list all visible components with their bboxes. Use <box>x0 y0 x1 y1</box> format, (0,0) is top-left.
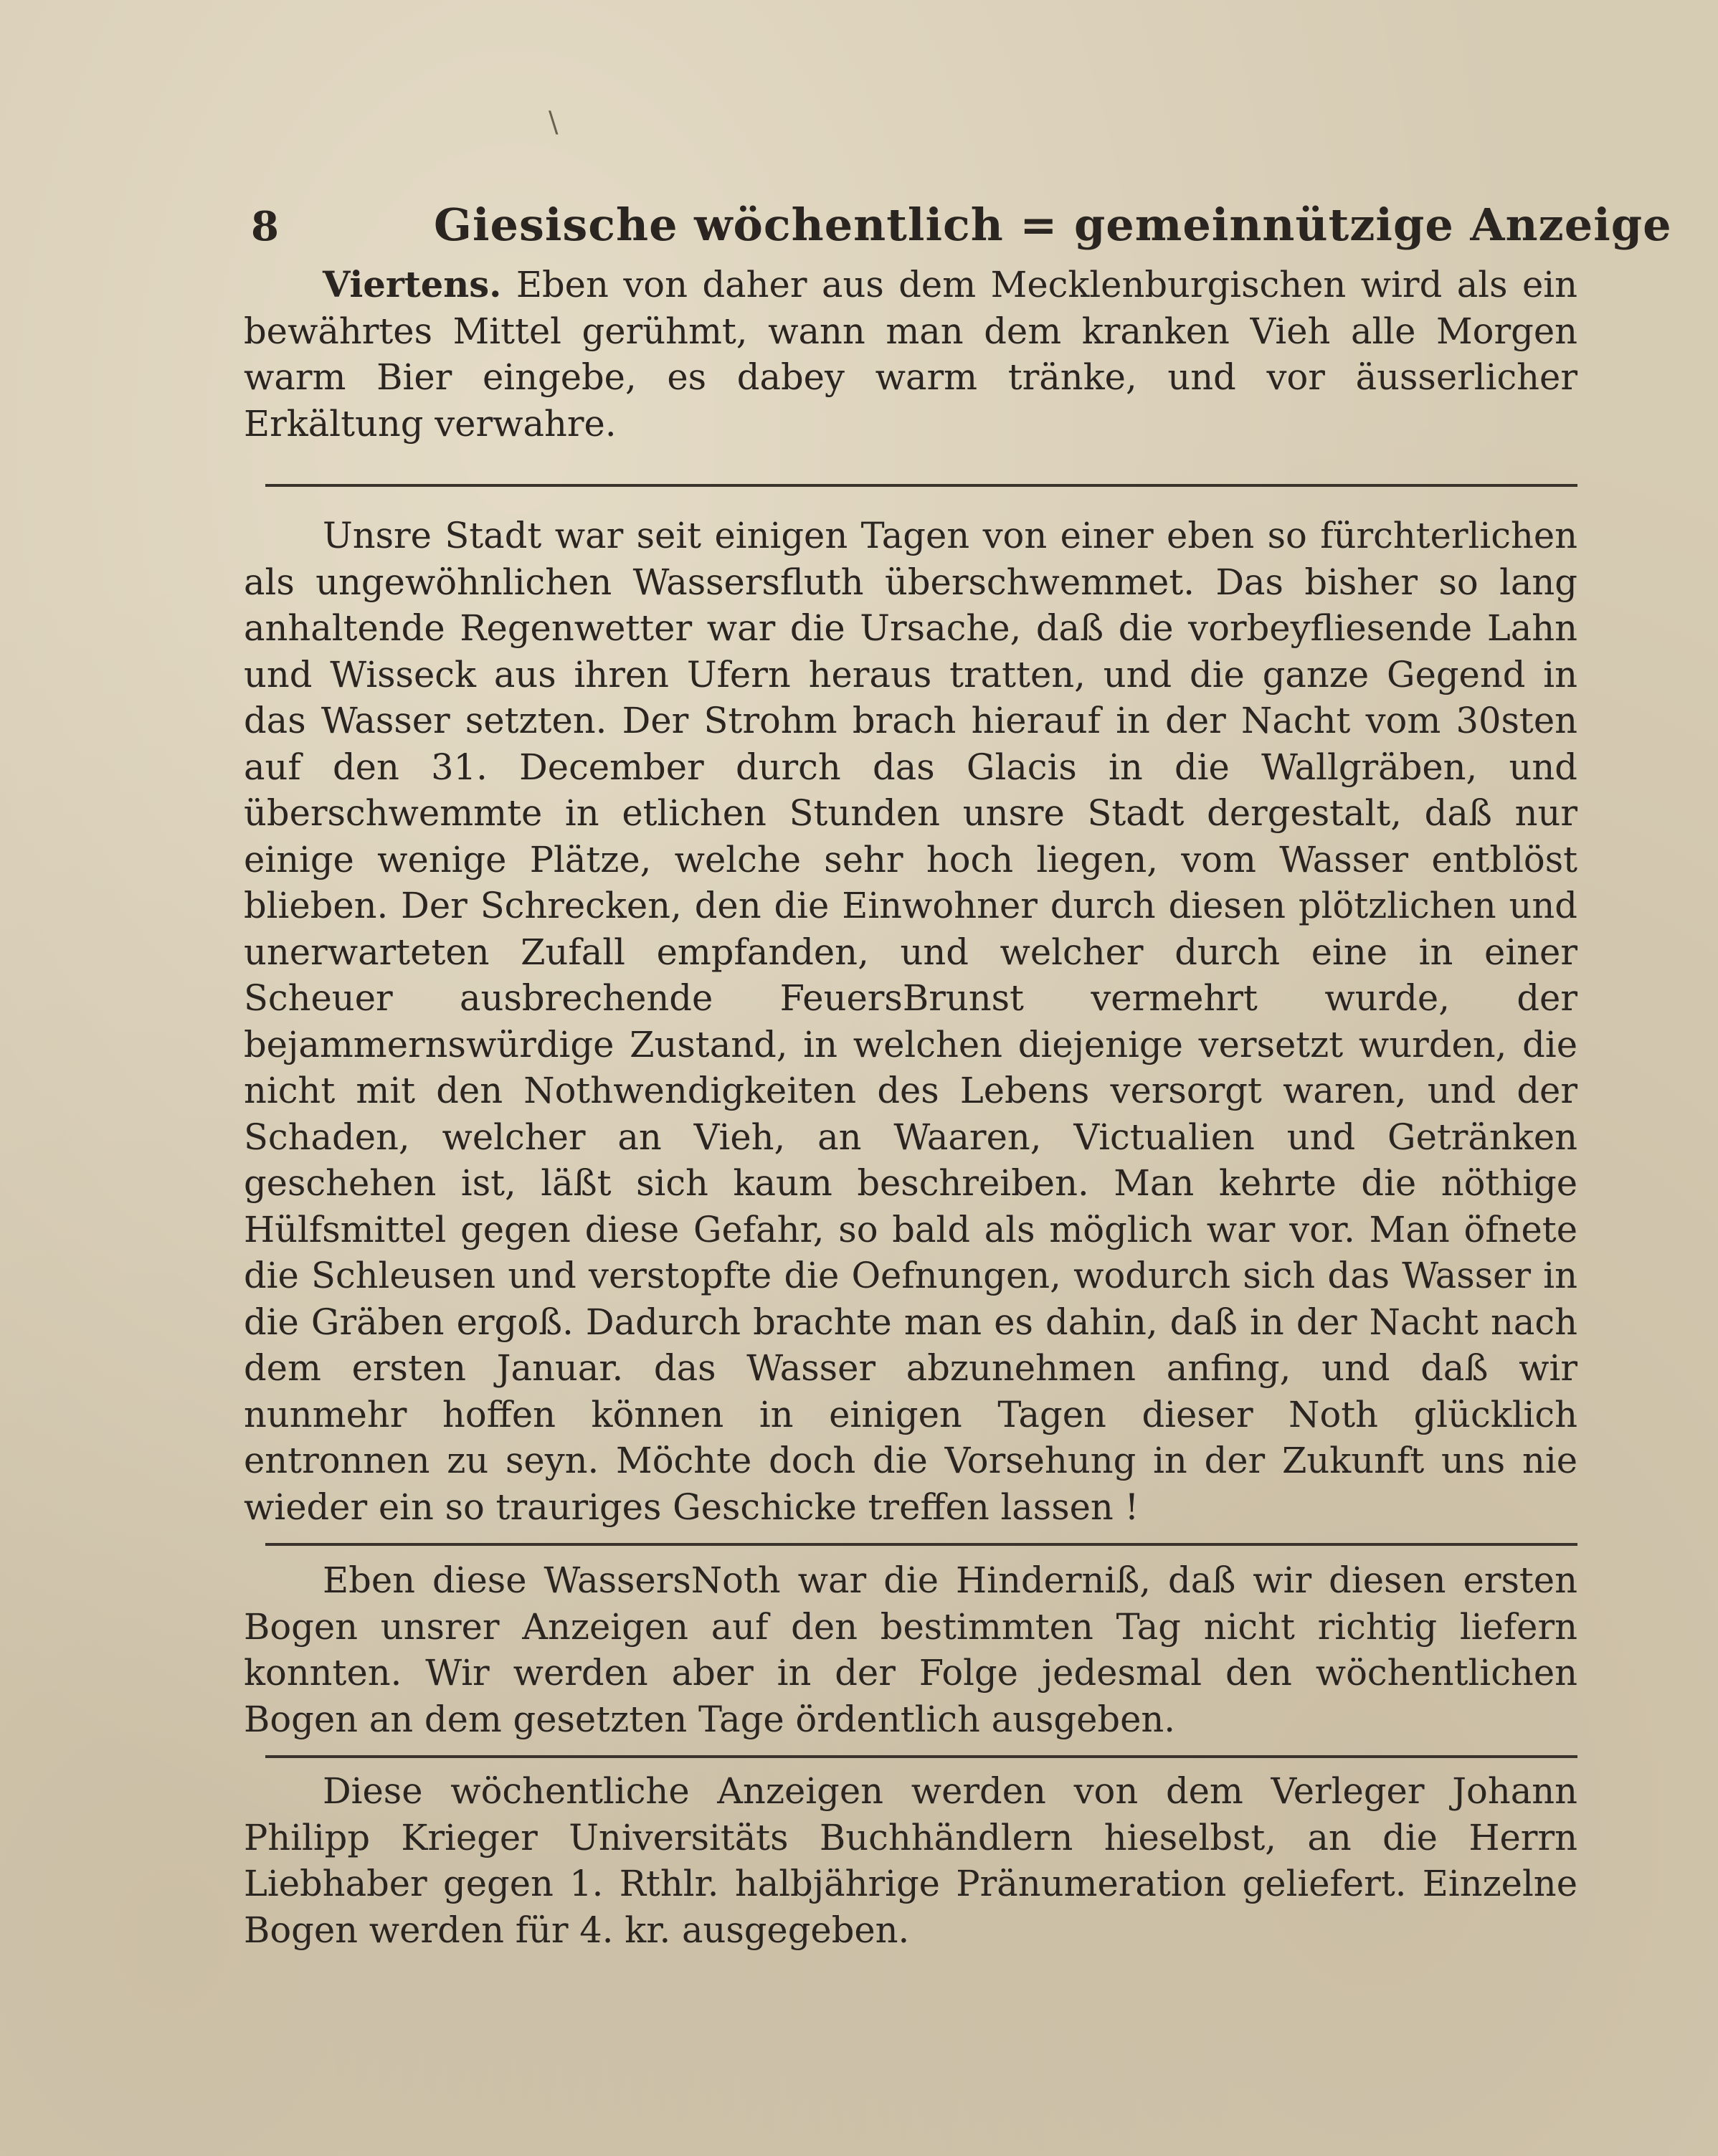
running-title: Giesische wöchentlich = gemeinnützige Anzeige <box>434 199 1672 251</box>
page-header <box>244 190 1672 262</box>
paragraph-lead: Viertens. <box>323 264 502 305</box>
section-divider <box>265 484 1577 487</box>
paragraph-text: Diese wöchentliche Anzeigen werden von dem Verleger Johann Philipp Krieger Universitäts Buchhändlern hieselbst, an die Herrn Liebhaber gegen 1. Rthlr. halbjährige Pränumeration geliefert. Einzelne Bogen werden für 4. kr. ausgegeben. <box>244 1770 1577 1951</box>
section-divider <box>265 1755 1577 1758</box>
paragraph-delay-notice <box>244 1557 1577 1742</box>
paragraph-viertens <box>244 262 1577 447</box>
paragraph-text: Eben diese WassersNoth war die Hinderniß, daß wir diesen ersten Bogen unsrer Anzeigen auf den bestimmten Tag nicht richtig liefern konnten. Wir werden aber in der Folge jedesmal den wöchentlichen Bogen an dem gesetzten Tage ördentlich ausgeben. <box>244 1559 1577 1740</box>
paragraph-text: Unsre Stadt war seit einigen Tagen von einer eben so fürchterlichen als ungewöhnlichen Wassersfluth überschwemmet. Das bisher so lang anhaltende Regenwetter war die Ursache, daß die vorbeyfliesende Lahn und Wisseck aus ihren Ufern heraus tratten, und die ganze Gegend in das Wasser setzten. Der Strohm brach hierauf in der Nacht vom 30sten auf den 31. December durch das Glacis in die Wallgräben, und überschwemmte in etlichen Stunden unsre Stadt dergestalt, daß nur einige wenige Plätze, welche sehr hoch liegen, vom Wasser entblöst blieben. Der Schrecken, den die Einwohner durch diesen plötzlichen und unerwarteten Zufall empfanden, und welcher durch eine in einer Scheuer ausbrechende FeuersBrunst vermehrt wurde, der bejammernswürdige Zustand, in welchen diejenige versetzt wurden, die nicht mit den Nothwendigkeiten des Lebens versorgt waren, und der Schaden, welcher an Vieh, an Waaren, Victualien und Getränken geschehen ist, läßt sich kaum beschreiben. Man kehrte die nöthige Hülfsmittel gegen diese Gefahr, so bald als möglich war vor. Man öfnete die Schleusen und verstopfte die Oefnungen, wodurch sich das Wasser in die Gräben ergoß. Dadurch brachte man es dahin, daß in der Nacht nach dem ersten Januar. das Wasser abzunehmen anfing, und daß wir nunmehr hoffen können in einigen Tagen dieser Noth glücklich entronnen zu seyn. Möchte doch die Vorsehung in der Zukunft uns nie wieder ein so trauriges Geschicke treffen lassen ! <box>244 515 1577 1528</box>
page-number: 8 <box>251 203 279 250</box>
paragraph-flood-report <box>244 513 1577 1530</box>
section-divider <box>265 1543 1577 1546</box>
ink-mark: \ <box>549 106 559 139</box>
paragraph-text: Eben von daher aus dem Mecklenburgischen wird als ein bewährtes Mittel gerühmt, wann man dem kranken Vieh alle Morgen warm Bier eingebe, es dabey warm tränke, und vor äusserlicher Erkältung verwahre. <box>244 264 1577 445</box>
printed-page <box>244 190 1672 1953</box>
paragraph-subscription-notice <box>244 1768 1577 1953</box>
